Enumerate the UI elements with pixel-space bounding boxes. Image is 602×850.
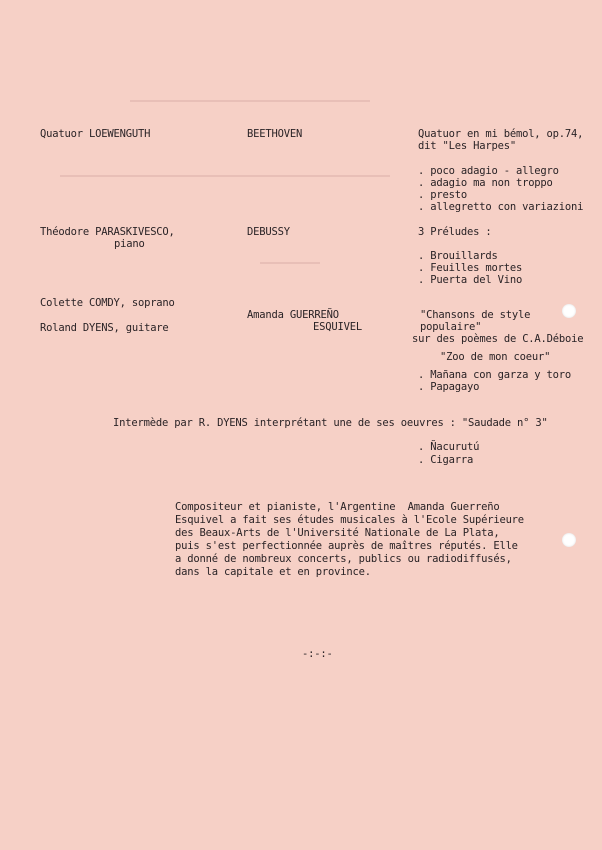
movement: . Feuilles mortes — [418, 262, 523, 274]
movement: . Cigarra — [418, 454, 474, 466]
movement: . presto — [418, 189, 467, 201]
performer-name: Quatuor LOEWENGUTH — [40, 128, 151, 140]
composer-name: BEETHOVEN — [247, 128, 303, 140]
work-subtitle: "Zoo de mon coeur" — [440, 351, 551, 363]
composer-name: Amanda GUERREÑO — [247, 309, 339, 321]
work-title: populaire" — [420, 321, 482, 333]
movement: . Papagayo — [418, 381, 480, 393]
intermede-line: Intermède par R. DYENS interprétant une de ses oeuvres : "Saudade n° 3" — [113, 417, 548, 429]
work-title: "Chansons de style — [420, 309, 531, 321]
movement: . adagio ma non troppo — [418, 177, 553, 189]
bleed-through-mark — [60, 175, 390, 177]
work-title: dit "Les Harpes" — [418, 140, 516, 152]
movement: . poco adagio - allegro — [418, 165, 559, 177]
performer-instrument: piano — [114, 238, 145, 250]
performer-name: Roland DYENS, guitare — [40, 322, 169, 334]
movement: . Mañana con garza y toro — [418, 369, 572, 381]
movement: . allegretto con variazioni — [418, 201, 584, 213]
bleed-through-mark — [130, 100, 370, 102]
movement: . Brouillards — [418, 250, 498, 262]
performer-name: Théodore PARASKIVESCO, — [40, 226, 175, 238]
bio-line: a donné de nombreux concerts, publics ou radiodiffusés, — [175, 553, 512, 565]
bio-line: Compositeur et pianiste, l'Argentine Amanda Guerreño — [175, 501, 500, 513]
bio-line: puis s'est perfectionnée auprès de maîtres réputés. Elle — [175, 540, 518, 552]
work-title: sur des poèmes de C.A.Déboie — [412, 333, 584, 345]
bleed-through-mark — [260, 262, 320, 264]
work-title: 3 Préludes : — [418, 226, 492, 238]
bio-line: dans la capitale et en province. — [175, 566, 371, 578]
punch-hole — [562, 533, 576, 547]
work-title: Quatuor en mi bémol, op.74, — [418, 128, 584, 140]
composer-name: DEBUSSY — [247, 226, 290, 238]
performer-name: Colette COMDY, soprano — [40, 297, 175, 309]
movement: . Ñacurutú — [418, 441, 480, 453]
movement: . Puerta del Vino — [418, 274, 523, 286]
bio-line: Esquivel a fait ses études musicales à l'Ecole Supérieure — [175, 514, 524, 526]
composer-name: ESQUIVEL — [313, 321, 362, 333]
separator: -:-:- — [302, 648, 333, 660]
punch-hole — [562, 304, 576, 318]
bio-line: des Beaux-Arts de l'Université Nationale de La Plata, — [175, 527, 500, 539]
